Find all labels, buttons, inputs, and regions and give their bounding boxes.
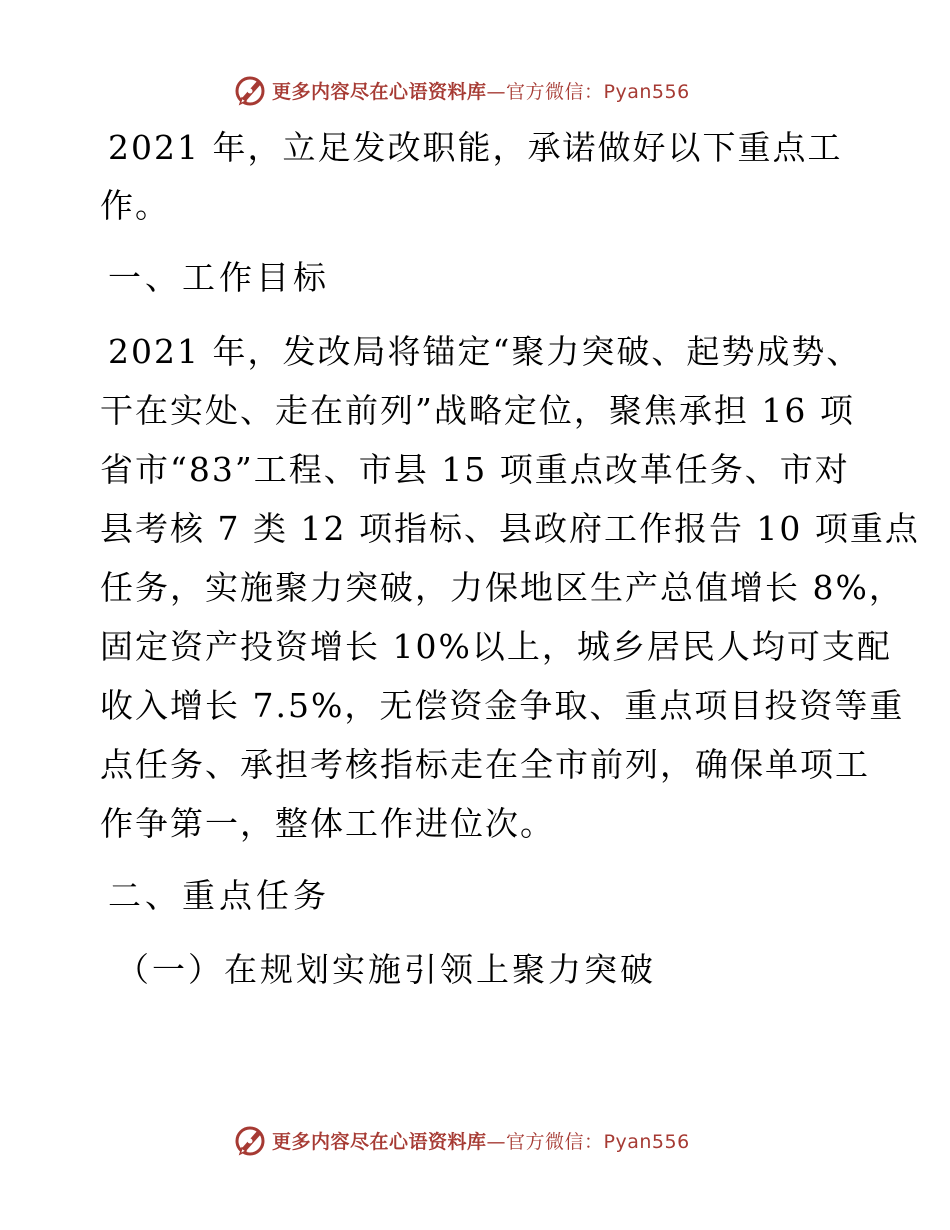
footer-banner-title: 更多内容尽在心语资料库 — [272, 1130, 487, 1153]
footer-banner — [232, 1120, 752, 1160]
paragraph-line-1: 2021 年，发改局将锚定“聚力突破、起势成势、 — [108, 332, 862, 371]
footer-banner-wechat-id: Pyan556 — [603, 1130, 690, 1153]
paragraph-line-7: 收入增长 7.5%，无偿资金争取、重点项目投资等重 — [100, 686, 905, 725]
paragraph-line-9: 作争第一，整体工作进位次。 — [100, 804, 555, 843]
paragraph-line-8: 点任务、承担考核指标走在全市前列，确保单项工 — [100, 745, 870, 784]
paragraph-line-6: 固定资产投资增长 10%以上，城乡居民人均可支配 — [100, 627, 892, 666]
footer-banner-wechat-label: 官方微信： — [506, 1130, 604, 1153]
intro-line-2: 作。 — [100, 186, 170, 225]
paragraph-line-3: 省市“83”工程、市县 15 项重点改革任务、市对 — [100, 450, 850, 489]
footer-banner-separator: — — [486, 1130, 507, 1153]
heading-work-goals: 一、工作目标 — [108, 258, 330, 297]
pen-logo-icon — [232, 1122, 268, 1158]
intro-line-1: 2021 年，立足发改职能，承诺做好以下重点工 — [108, 128, 843, 167]
paragraph-line-5: 任务，实施聚力突破，力保地区生产总值增长 8%， — [100, 568, 904, 607]
banner-wechat-id: Pyan556 — [603, 80, 690, 103]
banner-separator: — — [486, 80, 507, 103]
paragraph-line-4: 县考核 7 类 12 项指标、县政府工作报告 10 项重点 — [100, 509, 920, 548]
paragraph-line-2: 干在实处、走在前列”战略定位，聚焦承担 16 项 — [100, 391, 855, 430]
subheading-planning: （一）在规划实施引领上聚力突破 — [116, 950, 656, 989]
heading-key-tasks: 二、重点任务 — [108, 876, 330, 915]
banner-title: 更多内容尽在心语资料库 — [272, 80, 487, 103]
banner-wechat-label: 官方微信： — [506, 80, 604, 103]
